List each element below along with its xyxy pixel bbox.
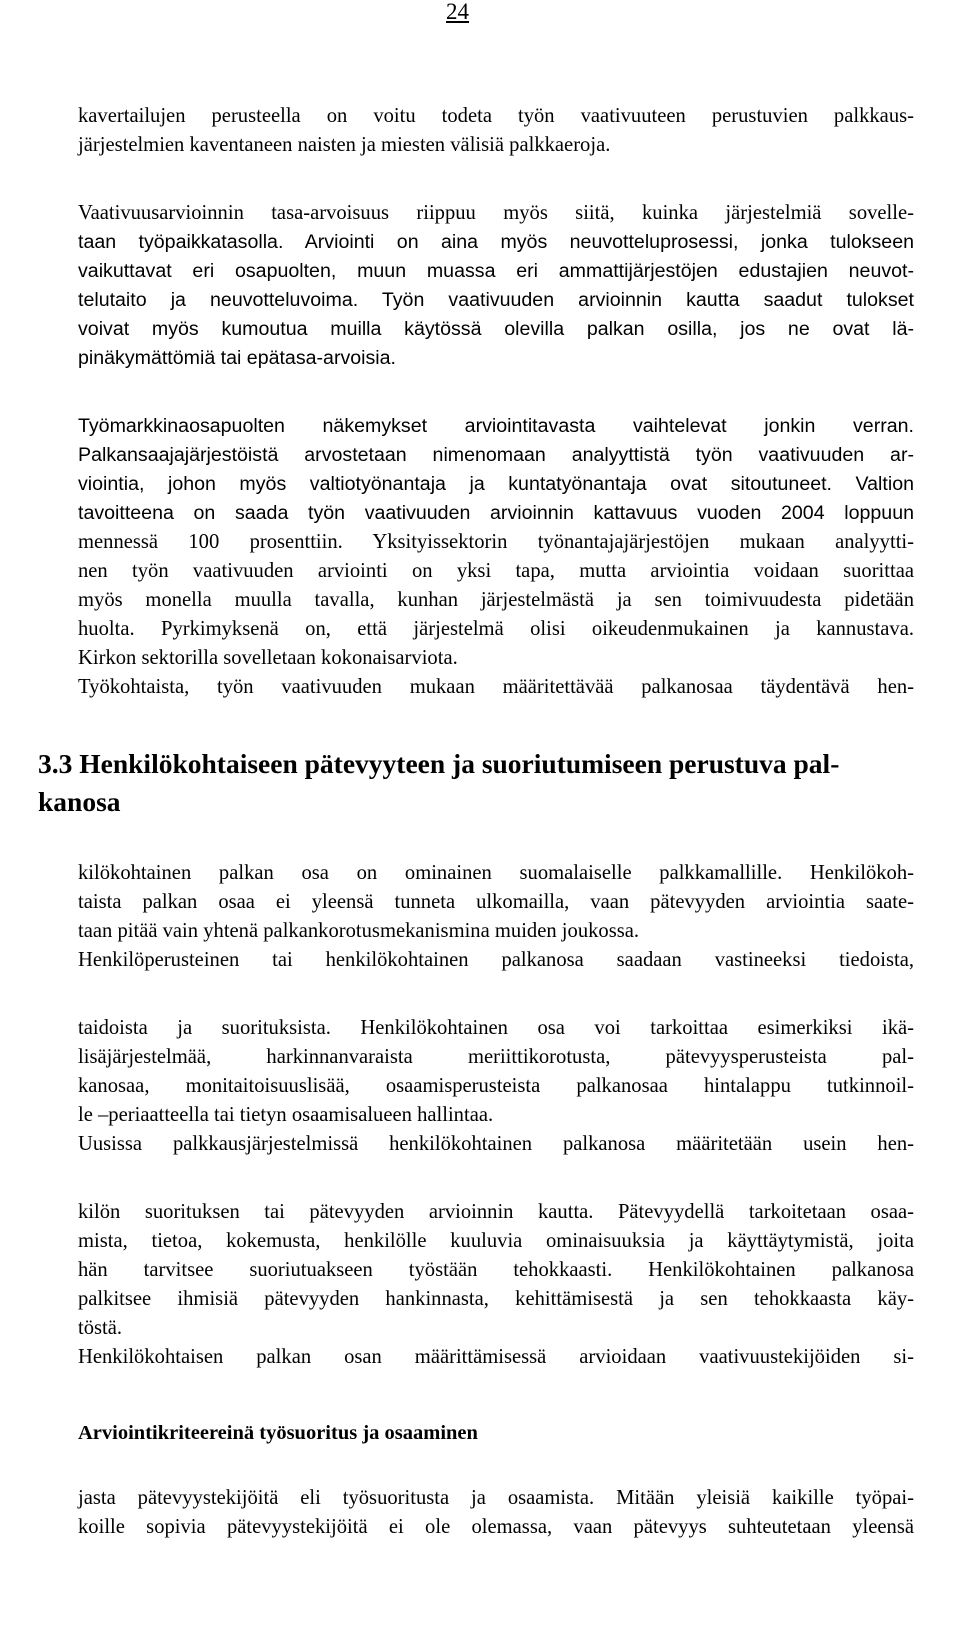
page-number: 24 [446, 0, 469, 24]
text-line: vaikuttavat eri osapuolten, muun muassa eri ammattijärjestöjen edustajien neuvot- [78, 260, 914, 282]
text-line: kilön suorituksen tai pätevyyden arvioinnin kautta. Pätevyydellä tarkoitetaan osaa- [78, 1201, 914, 1223]
text-line: myös monella muulla tavalla, kunhan järjestelmästä ja sen toimivuudesta pidetään [78, 589, 914, 611]
text-line: jasta pätevyystekijöitä eli työsuoritusta ja osaamista. Mitään yleisiä kaikille työpai- [78, 1487, 914, 1509]
text-line: taidoista ja suorituksista. Henkilökohtainen osa voi tarkoittaa esimerkiksi ikä- [78, 1017, 914, 1039]
text-line: taista palkan osaa ei yleensä tunneta ulkomailla, vaan pätevyyden arviointia saate- [78, 891, 914, 913]
text-line: pinäkymättömiä tai epätasa-arvoisia. [78, 347, 397, 369]
text-line: Uusissa palkkausjärjestelmissä henkilökohtainen palkanosa määritetään usein hen- [78, 1133, 914, 1155]
text-line: telutaito ja neuvotteluvoima. Työn vaativuuden arvioinnin kautta saadut tulokset [78, 289, 914, 311]
text-line: töstä. [78, 1317, 123, 1339]
text-line: voivat myös kumoutua muilla käytössä olevilla palkan osilla, jos ne ovat lä- [78, 318, 914, 340]
text-line: järjestelmien kaventaneen naisten ja miesten välisiä palkkaeroja. [78, 134, 611, 156]
text-line: le –periaatteella tai tietyn osaamisalueen hallintaa. [78, 1104, 494, 1126]
section-heading-continuation: kanosa [38, 786, 121, 817]
text-line: tavoitteena on saada työn vaativuuden arvioinnin kattavuus vuoden 2004 loppuun [78, 502, 914, 524]
subsection-heading: Arviointikriteereinä työsuoritus ja osaaminen [78, 1422, 478, 1444]
text-line: taan työpaikkatasolla. Arviointi on aina myös neuvotteluprosessi, jonka tulokseen [78, 231, 914, 253]
text-line: kanosaa, monitaitoisuuslisää, osaamisperusteista palkanosaa hintalappu tutkinnoil- [78, 1075, 914, 1097]
text-line: taan pitää vain yhtenä palkankorotusmekanismina muiden joukossa. [78, 920, 640, 942]
text-line: Työkohtaista, työn vaativuuden mukaan määritettävää palkanosaa täydentävä hen- [78, 676, 914, 698]
text-line: mista, tietoa, kokemusta, henkilölle kuuluvia ominaisuuksia ja käyttäytymistä, joita [78, 1230, 914, 1252]
text-line: Vaativuusarvioinnin tasa-arvoisuus riippuu myös siitä, kuinka järjestelmiä sovelle- [78, 202, 914, 224]
text-line: Työmarkkinaosapuolten näkemykset arviointitavasta vaihtelevat jonkin verran. [78, 415, 914, 437]
text-line: kavertailujen perusteella on voitu todeta työn vaativuuteen perustuvien palkkaus- [78, 105, 914, 127]
text-line: Kirkon sektorilla sovelletaan kokonaisarviota. [78, 647, 458, 669]
text-line: mennessä 100 prosenttiin. Yksityissektorin työnantajajärjestöjen mukaan analyytti- [78, 531, 914, 553]
text-line: koille sopivia pätevyystekijöitä ei ole olemassa, vaan pätevyys suhteutetaan yleensä [78, 1516, 914, 1538]
text-line: Henkilökohtaisen palkan osan määrittämisessä arvioidaan vaativuustekijöiden si- [78, 1346, 914, 1368]
text-line: lisäjärjestelmää, harkinnanvaraista meriittikorotusta, pätevyysperusteista pal- [78, 1046, 914, 1068]
text-line: viointia, johon myös valtiotyönantaja ja kuntatyönantaja ovat sitoutuneet. Valtion [78, 473, 914, 495]
text-line: Henkilöperusteinen tai henkilökohtainen palkanosa saadaan vastineeksi tiedoista, [78, 949, 914, 971]
text-line: palkitsee ihmisiä pätevyyden hankinnasta, kehittämisestä ja sen tehokkaasta käy- [78, 1288, 914, 1310]
text-line: hän tarvitsee suoriutuakseen työstään tehokkaasti. Henkilökohtainen palkanosa [78, 1259, 914, 1281]
text-line: nen työn vaativuuden arviointi on yksi tapa, mutta arviointia voidaan suorittaa [78, 560, 914, 582]
text-line: huolta. Pyrkimyksenä on, että järjestelmä olisi oikeudenmukainen ja kannustava. [78, 618, 914, 640]
text-line: Palkansaajajärjestöistä arvostetaan nimenomaan analyyttistä työn vaativuuden ar- [78, 444, 914, 466]
section-heading: 3.3 Henkilökohtaiseen pätevyyteen ja suoriutumiseen perustuva pal- [38, 748, 840, 779]
text-line: kilökohtainen palkan osa on ominainen suomalaiselle palkkamallille. Henkilökoh- [78, 862, 914, 884]
